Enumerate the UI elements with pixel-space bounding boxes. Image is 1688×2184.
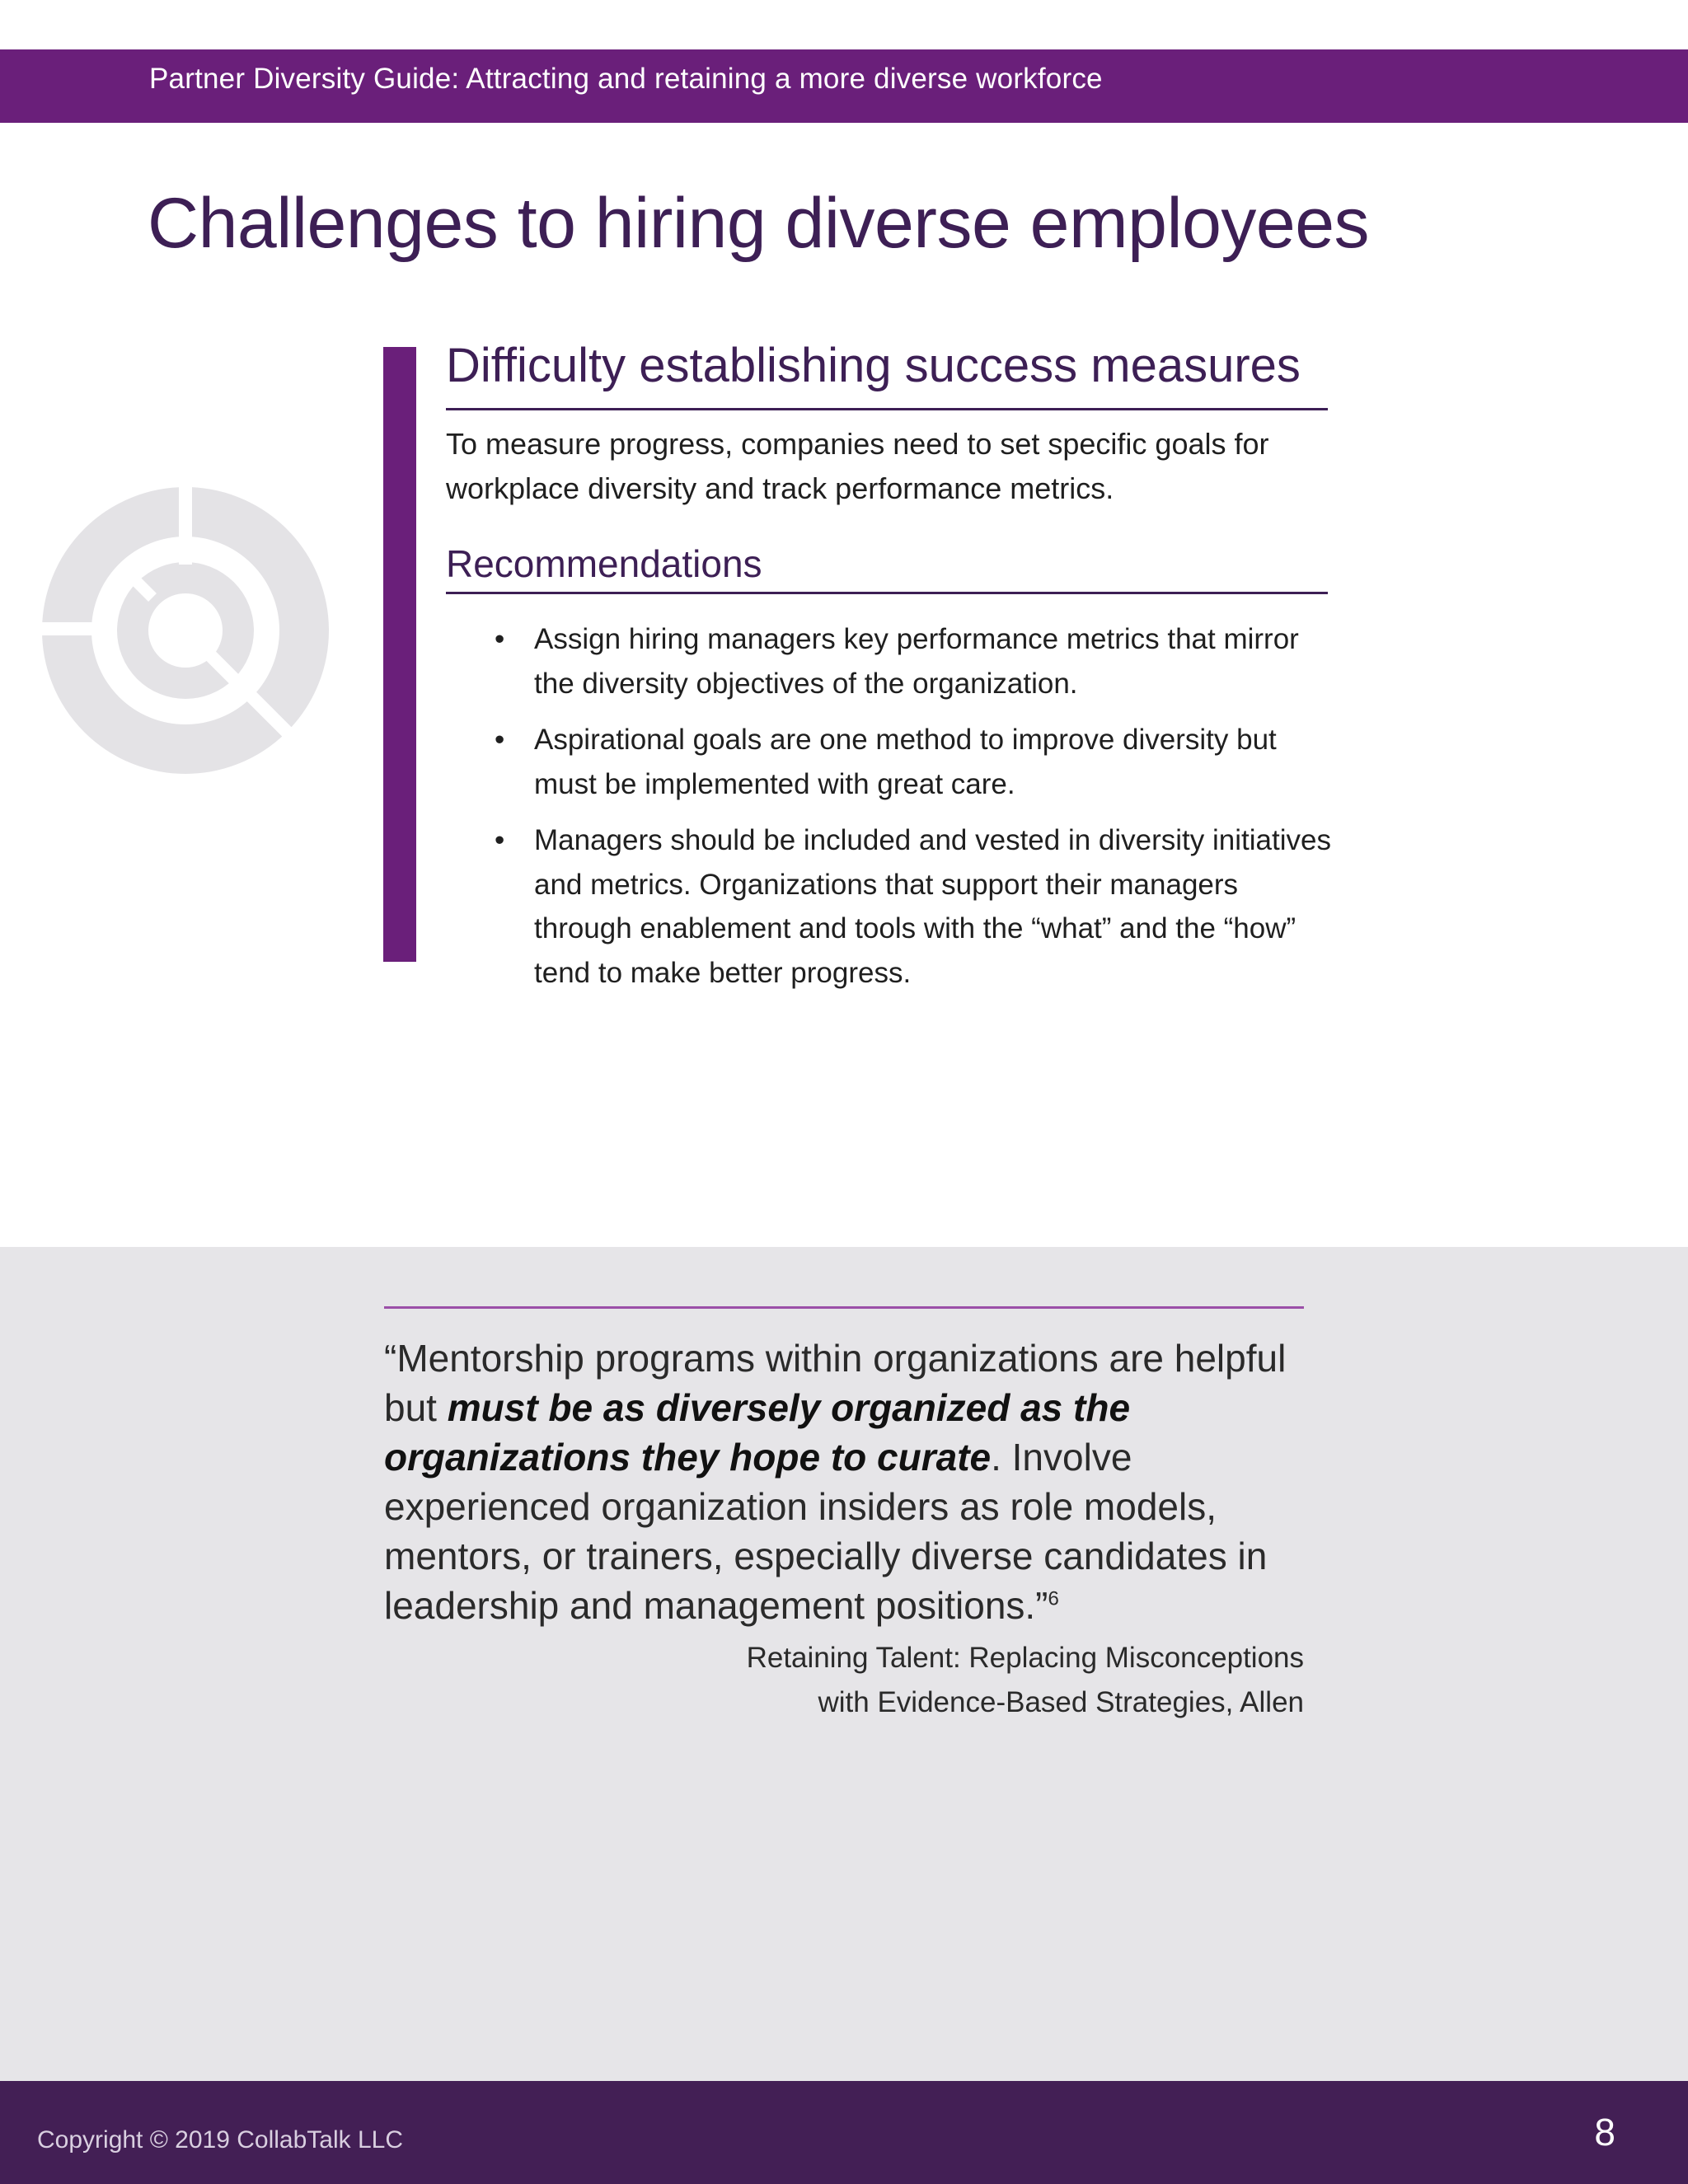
quote-emphasis: must be as diversely organized as the organizations they hope to curate [384, 1386, 1131, 1479]
section-heading: Difficulty establishing success measures [446, 339, 1301, 392]
quote-text-start: “Mentorship programs within organizations are helpful but [384, 1337, 1287, 1429]
list-item [495, 818, 1338, 995]
page-number: 8 [1594, 2111, 1615, 2154]
bullet: • [495, 623, 505, 655]
page-title: Challenges to hiring diverse employees [148, 184, 1370, 263]
quote-divider [384, 1306, 1304, 1309]
document-header-title: Partner Diversity Guide: Attracting and retaining a more diverse workforce [149, 63, 1103, 95]
pull-quote [384, 1333, 1307, 1630]
recommendation-text: Managers should be included and vested in diversity initiatives and metrics. Organizations that support their managers through enablement and tools with the “what” and the “how” tend to make better progress. [534, 824, 1331, 989]
heading-divider [446, 408, 1328, 410]
footnote-marker: 6 [1048, 1587, 1059, 1610]
recommendation-text: Assign hiring managers key performance metrics that mirror the diversity objectives of the organization. [534, 623, 1299, 700]
list-item [495, 718, 1338, 806]
section-accent-bar [383, 347, 416, 962]
quote-text-end: . Involve experienced organization insiders as role models, mentors, or trainers, especially diverse candidates in leadership and management positions.” [384, 1436, 1268, 1627]
recommendations-heading: Recommendations [446, 542, 762, 585]
copyright-text: Copyright © 2019 CollabTalk LLC [37, 2126, 404, 2154]
bullet: • [495, 824, 505, 856]
quote-citation [577, 1636, 1304, 1725]
citation-line-2: with Evidence-Based Strategies, Allen [818, 1686, 1304, 1718]
target-icon [37, 482, 334, 779]
citation-line-1: Retaining Talent: Replacing Misconceptions [746, 1642, 1304, 1674]
section-body-text: To measure progress, companies need to set specific goals for workplace diversity and track performance metrics. [446, 427, 1269, 505]
bullet: • [495, 724, 505, 756]
list-item [495, 617, 1338, 705]
recommendations-list [495, 617, 1338, 1007]
recommendations-divider [446, 592, 1328, 594]
recommendation-text: Aspirational goals are one method to improve diversity but must be implemented with great care. [534, 724, 1277, 800]
